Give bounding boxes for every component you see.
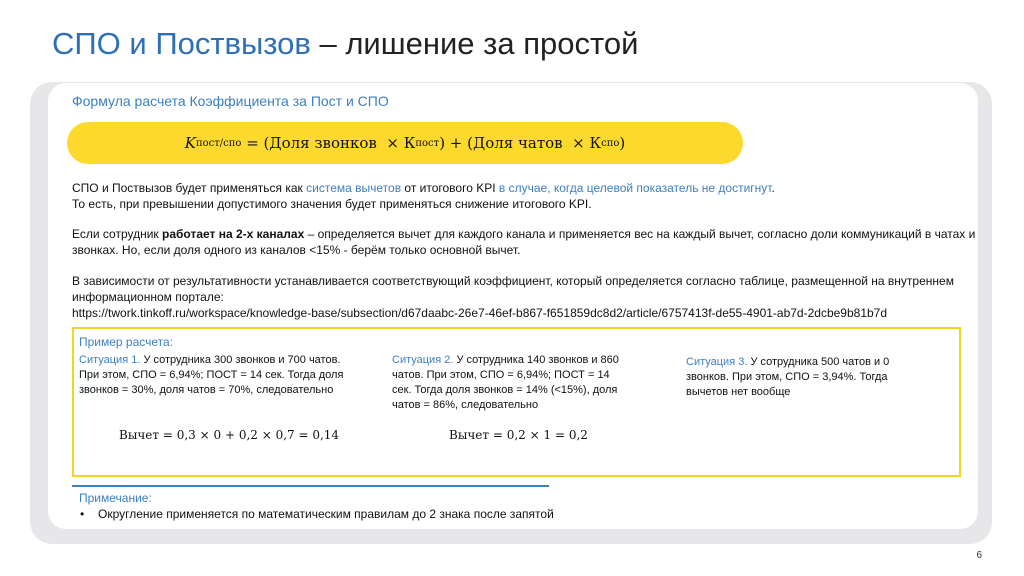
formula-sub-post: пост xyxy=(415,137,440,149)
note-divider xyxy=(72,485,549,487)
paragraph-coefficient xyxy=(72,273,977,321)
para2-bold: работает на 2-х каналах xyxy=(162,227,305,241)
paragraph-two-channels xyxy=(72,226,977,258)
situation-1-calc: Вычет = 0,3 × 0 + 0,2 × 0,7 = 0,14 xyxy=(119,428,340,442)
note-title: Примечание: xyxy=(79,491,152,505)
para1-text-c: от итогового KPI xyxy=(401,181,499,195)
portal-link[interactable]: https://twork.tinkoff.ru/workspace/knowledge-base/subsection/d67daabc-26e7-46ef-b867-f651859dc8d2/article/6757413f-de55-4901-ab7d-2dcbe9b81b7d xyxy=(72,306,888,320)
para1-text-a: СПО и Поствызов будет применяться как xyxy=(72,181,307,195)
example-title: Пример расчета: xyxy=(79,335,174,349)
title-highlight: СПО и Поствызов xyxy=(52,26,311,61)
slide-title xyxy=(52,26,638,62)
situation-1 xyxy=(79,353,361,398)
para2-text-a: Если сотрудник xyxy=(72,227,163,241)
formula-sub-spo: спо xyxy=(601,137,620,149)
title-rest: – лишение за простой xyxy=(310,26,639,61)
situation-2 xyxy=(392,353,628,413)
para1-text-e: . xyxy=(771,181,775,195)
situation-2-label: Ситуация 2. xyxy=(392,354,454,366)
formula-heading: Формула расчета Коэффициента за Пост и СПО xyxy=(72,93,389,109)
note-item-text: Округление применяется по математическим правилам до 2 знака после запятой xyxy=(98,507,554,521)
formula-box xyxy=(67,122,743,164)
paragraph-deduction-system xyxy=(72,180,977,212)
para1-highlight-system: система вычетов xyxy=(306,181,402,195)
formula-k-sub: пост/спо xyxy=(195,137,242,149)
situation-2-text: У сотрудника 140 звонков и 860 чатов. При этом, СПО = 6,94%; ПОСТ = 14 сек. Тогда доля звонков = 14% (<15%), доля чатов = 86%, следовательно xyxy=(392,354,619,411)
formula-end: ) xyxy=(619,134,626,152)
situation-3-text: У сотрудника 500 чатов и 0 звонков. При этом, СПО = 3,94%. Тогда вычетов нет вообще xyxy=(686,356,890,398)
formula-mid: ) + (Доля чатов × К xyxy=(439,134,602,152)
para1-line2: То есть, при превышении допустимого значения будет применяться снижение итогового KPI. xyxy=(72,197,592,211)
bullet-icon: • xyxy=(80,507,85,521)
situation-1-label: Ситуация 1. xyxy=(79,354,141,366)
note-item xyxy=(80,507,554,521)
para2-text-c: – определяется вычет для каждого канала и применяется вес на каждый вычет, согласно доли коммуникаций в чатах и звонках. Но, если доля одного из каналов <15% - берём только основной вычет. xyxy=(72,227,976,257)
para1-highlight-condition: в случае, когда целевой показатель не достигнут xyxy=(498,181,772,195)
situation-3 xyxy=(686,355,896,400)
para3-text: В зависимости от результативности устанавливается соответствующий коэффициент, который определяется согласно таблице, размещенной на внутреннем информационном портале: xyxy=(72,274,954,304)
situation-2-calc: Вычет = 0,2 × 1 = 0,2 xyxy=(449,428,588,442)
formula-k: K xyxy=(184,134,196,152)
situation-1-text: У сотрудника 300 звонков и 700 чатов. При этом, СПО = 6,94%; ПОСТ = 14 сек. Тогда доля звонков = 30%, доля чатов = 70%, следовательно xyxy=(79,354,344,396)
formula-eq: = (Доля звонков × К xyxy=(241,134,416,152)
page-number: 6 xyxy=(976,550,982,561)
situation-3-label: Ситуация 3. xyxy=(686,356,748,368)
